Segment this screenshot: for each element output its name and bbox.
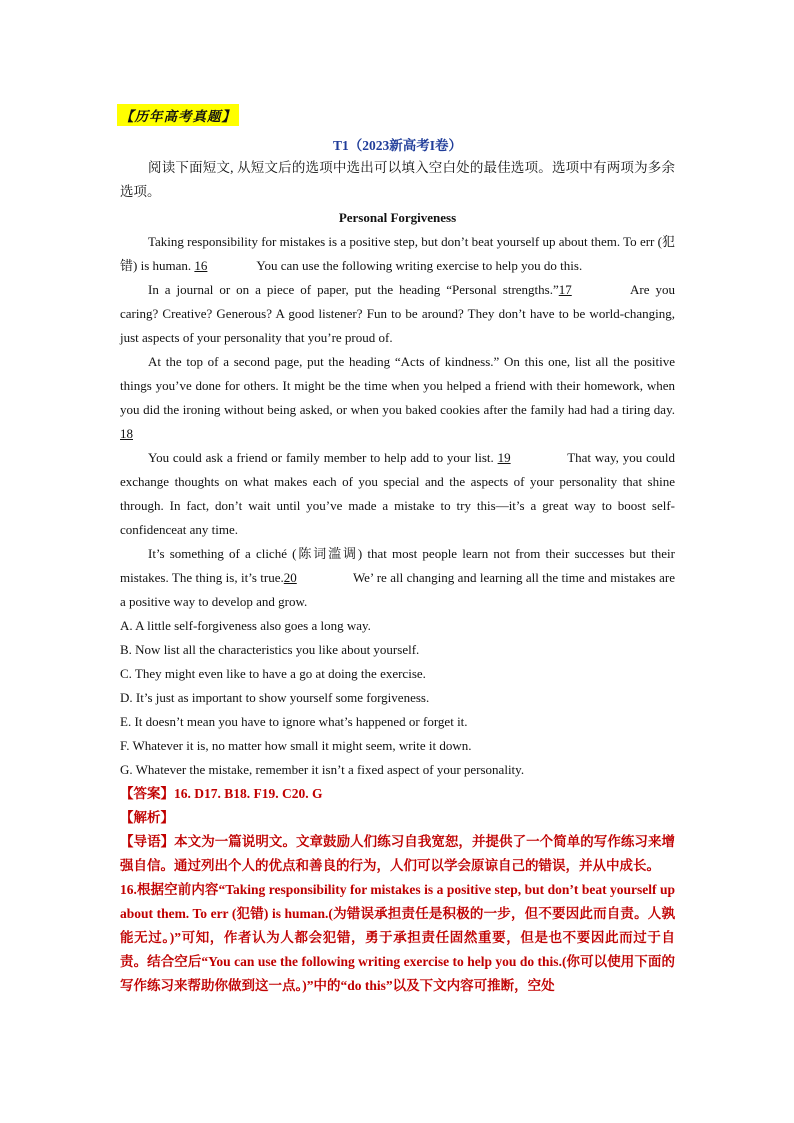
blank-16: 16: [194, 258, 208, 273]
page: [120, 104, 675, 998]
paragraph-2: In a journal or on a piece of paper, put the heading “Personal strengths.”17 Are you caring? Creative? Generous? A good listener? Fun to be around? They don’t have to be world-changing, just aspects of your personality that you’re proud of.: [120, 278, 675, 350]
paragraph-3: At the top of a second page, put the heading “Acts of kindness.” On this one, list all the positive things you’ve done for others. It might be the time when you helped a friend with their homework, when you did the ironing without being asked, or when you baked cookies after the family had had a tiring day.18: [120, 350, 675, 446]
option-f: F. Whatever it is, no matter how small it might seem, write it down.: [120, 738, 472, 753]
passage-title: Personal Forgiveness: [338, 210, 457, 225]
paragraph-5: It’s something of a cliché (陈词滥调) that most people learn not from their successes but their mistakes. The thing is, it’s true.20 We’ re all changing and learning all the time and mistakes are a positive way to develop and grow.: [120, 546, 675, 609]
option-a: A. A little self-forgiveness also goes a long way.: [120, 618, 371, 633]
paragraph-4: You could ask a friend or family member to help add to your list. 19 That way, you could exchange thoughts on what makes each of you special and the aspects of your personality that shine through. In fact, don’t wait until you’ve made a mistake to try this—it’s a great way to boost self-confidenceat any time.: [120, 446, 675, 542]
blank-20: 20: [283, 570, 297, 585]
option-e: E. It doesn’t mean you have to ignore what’s happened or forget it.: [120, 714, 468, 729]
guide-text: 【导语】本文为一篇说明文。文章鼓励人们练习自我宽恕，并提供了一个简单的写作练习来增强自信。通过列出个人的优点和善良的行为，人们可以学会原谅自己的错误，并从中成长。: [120, 834, 675, 873]
blank-17: 17: [558, 282, 572, 297]
analysis-label: 【解析】: [120, 810, 174, 825]
section-tag: 【历年高考真题】: [117, 104, 239, 126]
option-g: G. Whatever the mistake, remember it isn’t a fixed aspect of your personality.: [120, 762, 525, 777]
paragraph-1: Taking responsibility for mistakes is a positive step, but don’t beat yourself up about them. To err (犯错) is human. 16 You can use the following writing exercise to help you do this.: [120, 230, 675, 278]
explanation-16: 16.根据空前内容“Taking responsibility for mistakes is a positive step, but don’t beat yourself up about them. To err (犯错) is human.(为错误承担责任是积极的一步，但不要因此而自责。人孰能无过。)”可知，作者认为人都会犯错，勇于承担责任固然重要，但是也不要因此而过于自责。结合空后“You can use the following writing exercise to help you do this.(你可以使用下面的写作练习来帮助你做到这一点。)”中的“do this”以及下文内容可推断，空处: [120, 882, 675, 993]
instructions: 阅读下面短文, 从短文后的选项中选出可以填入空白处的最佳选项。选项中有两项为多余选项。: [120, 160, 675, 199]
option-b: B. Now list all the characteristics you like about yourself.: [120, 642, 420, 657]
blank-19: 19: [497, 450, 511, 465]
blank-18: 18: [120, 426, 133, 441]
option-d: D. It’s just as important to show yourself some forgiveness.: [120, 690, 430, 705]
option-c: C. They might even like to have a go at doing the exercise.: [120, 666, 426, 681]
question-title: T1（2023新高考I卷）: [332, 138, 462, 153]
answer-line: 【答案】16. D17. B18. F19. C20. G: [120, 786, 323, 801]
